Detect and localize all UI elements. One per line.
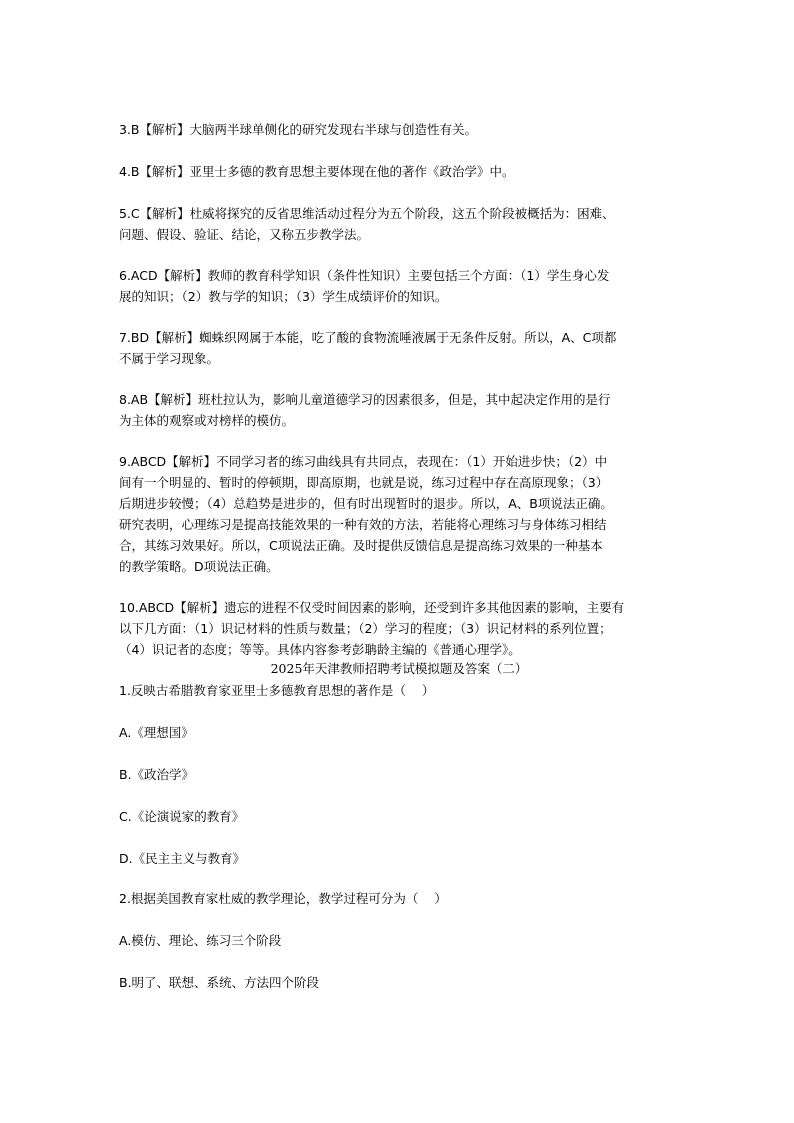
answer-line: 研究表明，心理练习是提高技能效果的一种有效的方法，若能将心理练习与身体练习相结 <box>119 517 607 532</box>
answer-line: 为主体的观察或对榜样的模仿。 <box>119 413 295 428</box>
answer-line: 展的知识；（2）教与学的知识；（3）学生成绩评价的知识。 <box>119 289 448 304</box>
question-1-option-b: B.《政治学》 <box>119 767 195 782</box>
answer-line: 间有一个明显的、暂时的停顿期，即高原期，也就是说，练习过程中存在高原现象；（3） <box>119 475 609 490</box>
question-1-option-a: A.《理想国》 <box>119 725 194 740</box>
answer-line: 7.BD【解析】蜘蛛织网属于本能，吃了酸的食物流唾液属于无条件反射。所以，A、C项都 <box>119 330 617 345</box>
answer-6 <box>119 265 679 307</box>
answer-line: 问题、假设、验证、结论，又称五步教学法。 <box>119 227 370 242</box>
answer-4 <box>119 161 679 182</box>
answer-line: 不属于学习现象。 <box>119 351 220 366</box>
answer-line: 以下几方面：（1）识记材料的性质与数量；（2）学习的程度；（3）识记材料的系列位置； <box>119 621 612 636</box>
answer-line: 后期进步较慢；（4）总趋势是进步的，但有时出现暂时的退步。所以，A、B项说法正确。 <box>119 496 613 511</box>
section-title: 2025年天津教师招聘考试模拟题及答案（二） <box>270 661 528 676</box>
answer-line: 5.C【解析】杜威将探究的反省思维活动过程分为五个阶段，这五个阶段被概括为：困难、 <box>119 206 615 221</box>
question-1-option-d: D.《民主主义与教育》 <box>119 851 246 866</box>
question-2-stem: 2.根据美国教育家杜威的教学理论，教学过程可分为（ ） <box>119 891 447 906</box>
answer-line: （4）识记者的态度；等等。具体内容参考彭聃龄主编的《普通心理学》。 <box>119 642 521 657</box>
answer-line: 8.AB【解析】班杜拉认为，影响儿童道德学习的因素很多，但是，其中起决定作用的是行 <box>119 392 611 407</box>
answer-8 <box>119 389 679 431</box>
question-1-stem: 1.反映古希腊教育家亚里士多德教育思想的著作是（ ） <box>119 683 435 698</box>
answer-line: 9.ABCD【解析】不同学习者的练习曲线具有共同点，表现在：（1）开始进步快；（2）中 <box>119 454 608 469</box>
answer-line: 3.B【解析】大脑两半球单侧化的研究发现右半球与创造性有关。 <box>119 122 478 137</box>
answer-7 <box>119 327 679 369</box>
answer-line: 的教学策略。D项说法正确。 <box>119 559 279 574</box>
answer-line: 合，其练习效果好。所以，C项说法正确。及时提供反馈信息是提高练习效果的一种基本 <box>119 538 603 553</box>
answer-10 <box>119 597 679 660</box>
answer-5 <box>119 203 679 245</box>
answer-3 <box>119 119 679 140</box>
answer-line: 10.ABCD【解析】遗忘的进程不仅受时间因素的影响，还受到许多其他因素的影响，主要有 <box>119 600 625 615</box>
question-2-option-b: B.明了、联想、系统、方法四个阶段 <box>119 975 320 990</box>
answer-line: 4.B【解析】亚里士多德的教育思想主要体现在他的著作《政治学》中。 <box>119 164 515 179</box>
question-1-option-c: C.《论演说家的教育》 <box>119 809 245 824</box>
question-2-option-a: A.模仿、理论、练习三个阶段 <box>119 933 282 948</box>
answer-9 <box>119 451 679 577</box>
answer-line: 6.ACD【解析】教师的教育科学知识（条件性知识）主要包括三个方面：（1）学生身心发 <box>119 268 610 283</box>
